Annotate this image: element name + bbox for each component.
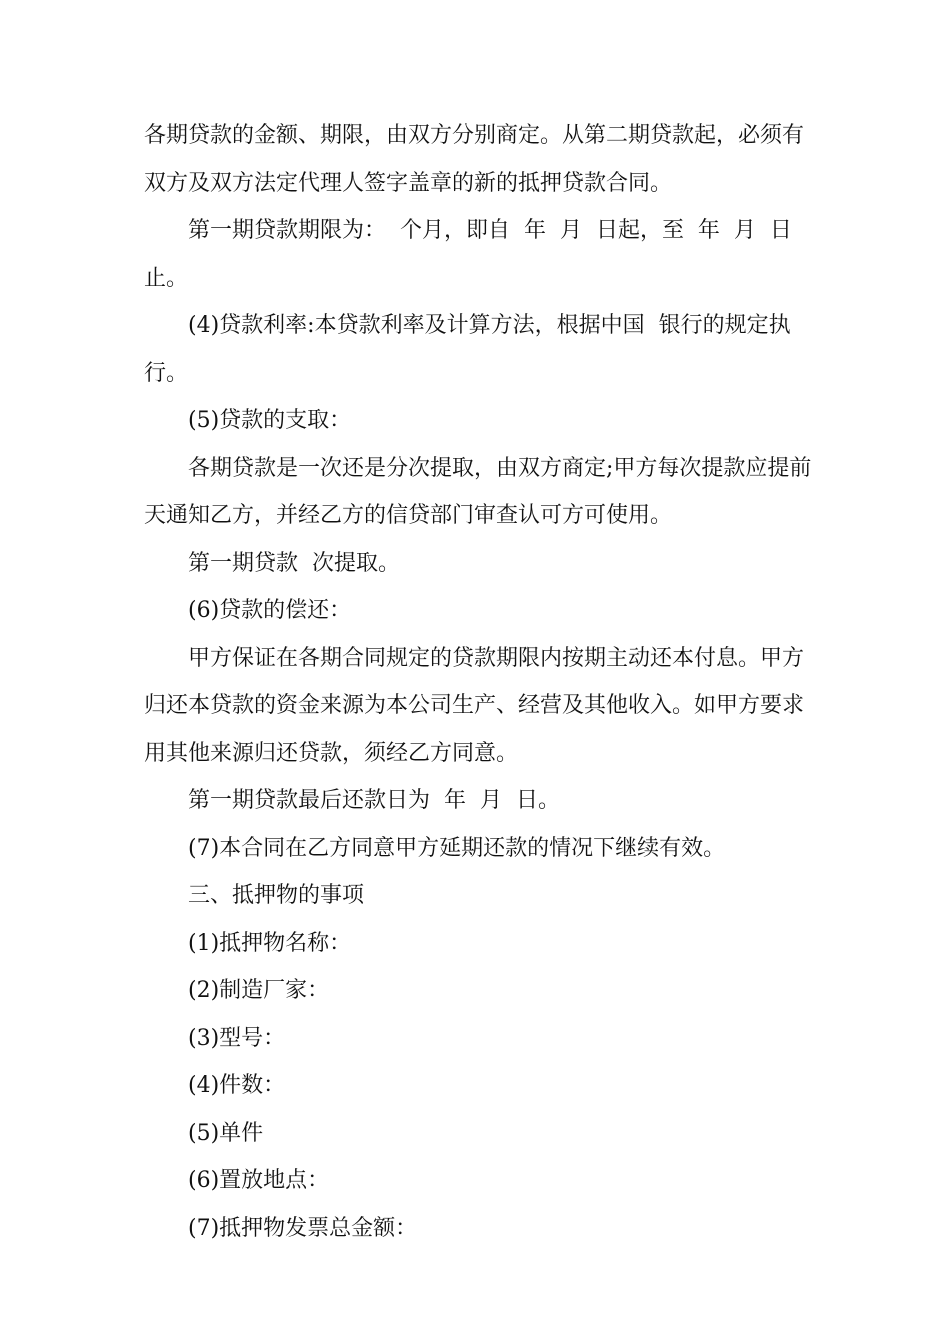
field-unit-item: (5)单件: [188, 1120, 264, 1146]
heading-loan-withdrawal: (5)贷款的支取：: [188, 408, 352, 433]
paragraph-withdrawal-terms: 各期贷款是一次还是分次提取，由双方商定;甲方每次提款应提前 天通知乙方，并经乙方的信贷部门审查认可方可使用。: [144, 455, 826, 528]
paragraph-first-term: 第一期贷款期限为： 个月，即自 年 月 日起，至 年 月 日止。: [144, 218, 792, 291]
heading-loan-repayment: (6)贷款的偿还：: [188, 598, 352, 623]
field-storage-location: (6)置放地点：: [188, 1168, 330, 1193]
field-invoice-total: (7)抵押物发票总金额：: [188, 1215, 418, 1241]
paragraph-first-withdrawal: 第一期贷款 次提取。: [188, 550, 400, 576]
paragraph-final-repayment-date: 第一期贷款最后还款日为 年 月 日。: [188, 788, 560, 813]
paragraph-loan-amounts: 各期贷款的金额、期限，由双方分别商定。从第二期贷款起，必须有双方及双方法定代理人签字盖章的新的抵押贷款合同。: [144, 123, 805, 196]
paragraph-repayment-terms: 甲方保证在各期合同规定的贷款期限内按期主动还本付息。甲方归还本贷款的资金来源为本公司生产、经营及其他收入。如甲方要求用其他来源归还贷款，须经乙方同意。: [144, 645, 805, 766]
field-model: (3)型号：: [188, 1025, 286, 1051]
field-manufacturer: (2)制造厂家：: [188, 978, 330, 1003]
heading-collateral-section: 三、抵押物的事项: [188, 883, 365, 908]
field-collateral-name: (1)抵押物名称：: [188, 930, 352, 956]
paragraph-extension-validity: (7)本合同在乙方同意甲方延期还款的情况下继续有效。: [188, 835, 726, 861]
paragraph-interest-rate: (4)贷款利率:本贷款利率及计算方法，根据中国 银行的规定执行。: [144, 313, 791, 386]
document-body: [144, 112, 826, 1252]
field-quantity: (4)件数：: [188, 1073, 286, 1098]
